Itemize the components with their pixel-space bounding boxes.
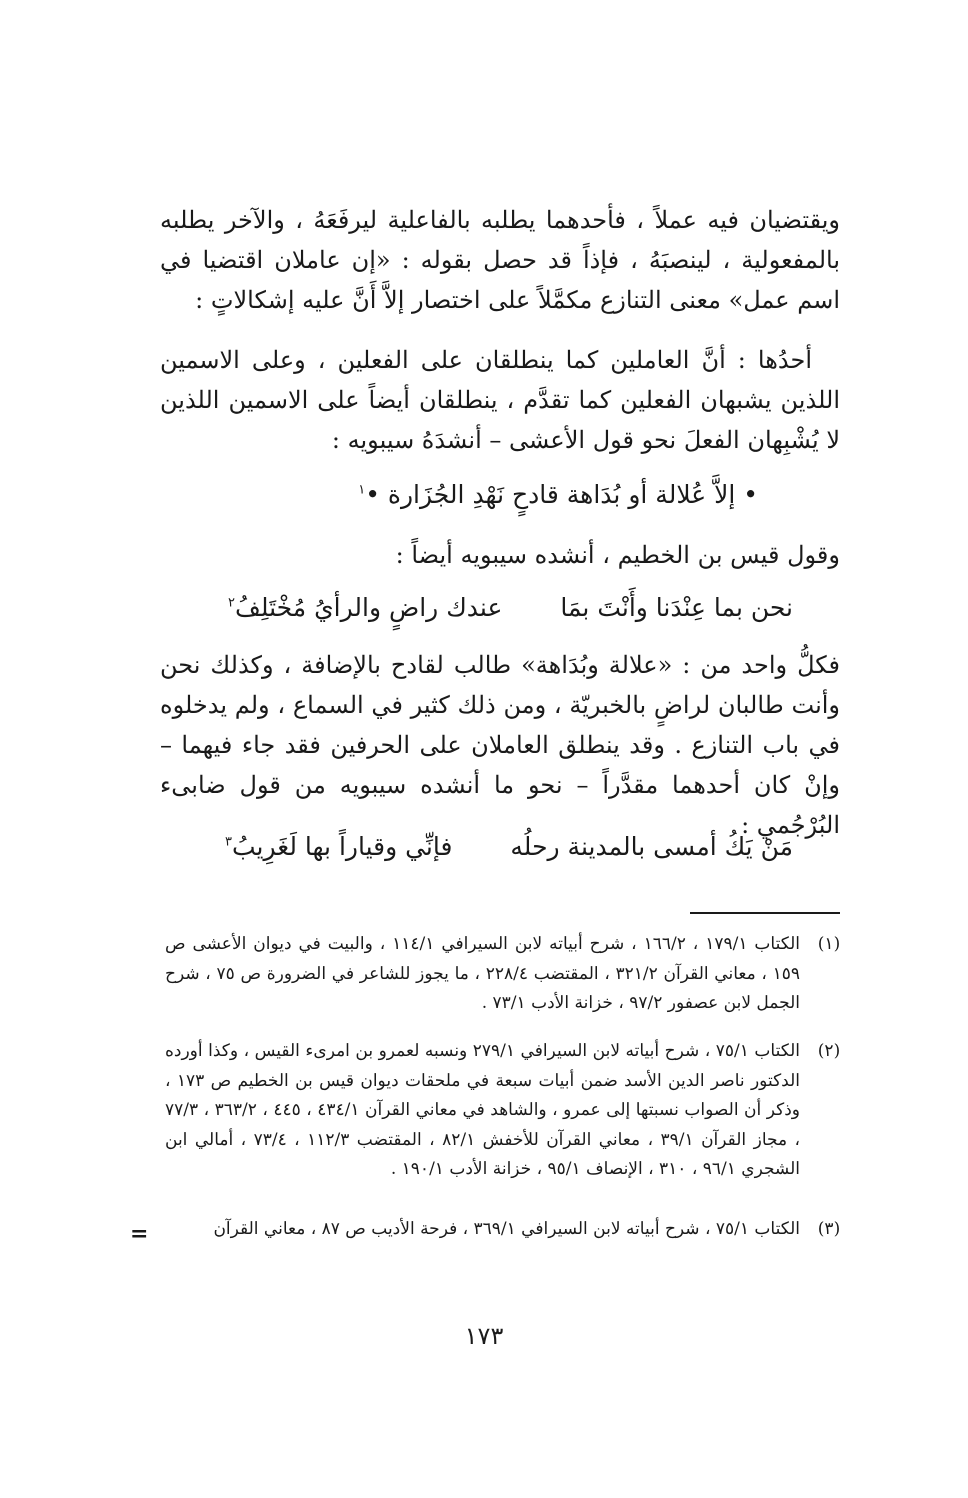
paragraph-text: وقول قيس بن الخطيم ، أنشده سيبويه أيضاً : — [395, 541, 840, 569]
footnote-ref: ٣ — [224, 834, 232, 850]
page-number: ١٧٣ — [464, 1322, 504, 1350]
footnote-3 — [165, 1215, 850, 1245]
footnote-text: الكتاب ١٧٩/١ ، ١٦٦/٢ ، شرح أبياته لابن السيرافي ١١٤/١ ، والبيت في ديوان الأعشى ص ١٥٩ ، معاني القرآن ٣٢١/٢ ، المقتضب ٢٢٨/٤ ، ما يجوز للشاعر في الضرورة ص ٧٥ ، شرح الجمل لابن عصفور ٩٧/٢ ، خزانة الأدب ٧٣/١ . — [165, 934, 800, 1013]
verse-first-hemistich: نحن بما عِنْدَنا وأَنْتَ بمَا — [560, 593, 793, 622]
verse-second-hemistich: عندك راضٍ والرأيُ مُخْتَلِفُ — [234, 593, 503, 622]
paragraph-qays — [160, 535, 840, 575]
verse-line-2 — [228, 588, 793, 628]
footnote-separator — [690, 912, 840, 914]
paragraph-first-problem — [160, 340, 840, 460]
footnote-text: الكتاب ٧٥/١ ، شرح أبياته لابن السيرافي ٢٧٩/١ ونسبه لعمرو بن امرىء القيس ، وكذا أورده الدكتور ناصر الدين الأسد ضمن أبيات سبعة في ملحقات ديوان قيس بن الخطيم ص ١٧٣ ، وذكر أن الصواب نسبتها إلى عمرو ، والشاهد في معاني القرآن ٤٣٤/١ ، ٤٤٥ ، ٣٦٣/٢ ، ٧٧/٣ ، مجاز القرآن ٣٩/١ ، معاني القرآن للأخفش ٨٢/١ ، المقتضب ١١٢/٣ ، ٧٣/٤ ، أمالي ابن الشجري ٩٦/١ ، ٣١٠ ، الإنصاف ٩٥/١ ، خزانة الأدب ١٩٠/١ . — [165, 1041, 801, 1179]
verse-first-hemistich: مَنْ يَكُ أمسى بالمدينة رحلُه — [510, 832, 793, 861]
footnote-ref: ١ — [358, 482, 366, 498]
footnote-number: (٢) — [817, 1041, 841, 1061]
footnote-number: (١) — [817, 934, 841, 954]
continuation-mark: = — [130, 1221, 149, 1247]
verse-second-hemistich: فإنِّي وقياراً بها لَغَرِيبُ — [231, 832, 453, 861]
footnote-1 — [165, 930, 850, 1019]
verse-line-1 — [358, 475, 758, 515]
paragraph-text: أحدُها : أنَّ العاملين كما ينطلقان على الفعلين ، وعلى الاسمين اللذين يشبهان الفعلين كما تقدَّم ، ينطلقان أيضاً على الاسمين اللذين لا يُشْبِهان الفعلَ نحو قول الأعشى – أنشدَهُ سيبويه : — [160, 346, 840, 454]
paragraph-analysis — [160, 645, 840, 845]
footnote-number: (٣) — [817, 1219, 841, 1239]
verse-line-3 — [225, 827, 793, 867]
paragraph-text: ويقتضيان فيه عملاً ، فأحدهما يطلبه بالفاعلية ليرفَعَهُ ، والآخر يطلبه بالمفعولية ، لينصبَهُ ، فإذاً قد حصل بقوله : «إن عاملان اقتضيا في اسم عمل» معنى التنازع مكمَّلاً على اختصار إلاَّ أَنَّ عليه إشكالاتٍ : — [160, 206, 840, 314]
footnote-text: الكتاب ٧٥/١ ، شرح أبياته لابن السيرافي ٣٦٩/١ ، فرحة الأديب ص ٨٧ ، معاني القرآن — [213, 1219, 800, 1239]
paragraph-intro — [160, 200, 840, 320]
verse-text: • إلاَّ عُلالة أو بُدَاهة قادحٍ نَهْدِ الجُزَارة • — [365, 480, 758, 509]
footnote-2 — [165, 1037, 850, 1185]
paragraph-text: فكلُّ واحد من : «علالة وبُدَاهة» طالب لقادح بالإضافة ، وكذلك نحن وأنت طالبان لراضٍ بالخبريّة ، ومن ذلك كثير في السماع ، ولم يدخلوه في باب التنازع . وقد ينطلق العاملان على الحرفين فقد جاء فيهما – وإنْ كان أحدهما مقدَّراً – نحو ما أنشده سيبويه من قول ضابىء البُرْجُمي : — [160, 651, 840, 839]
footnote-ref: ٢ — [227, 595, 235, 611]
